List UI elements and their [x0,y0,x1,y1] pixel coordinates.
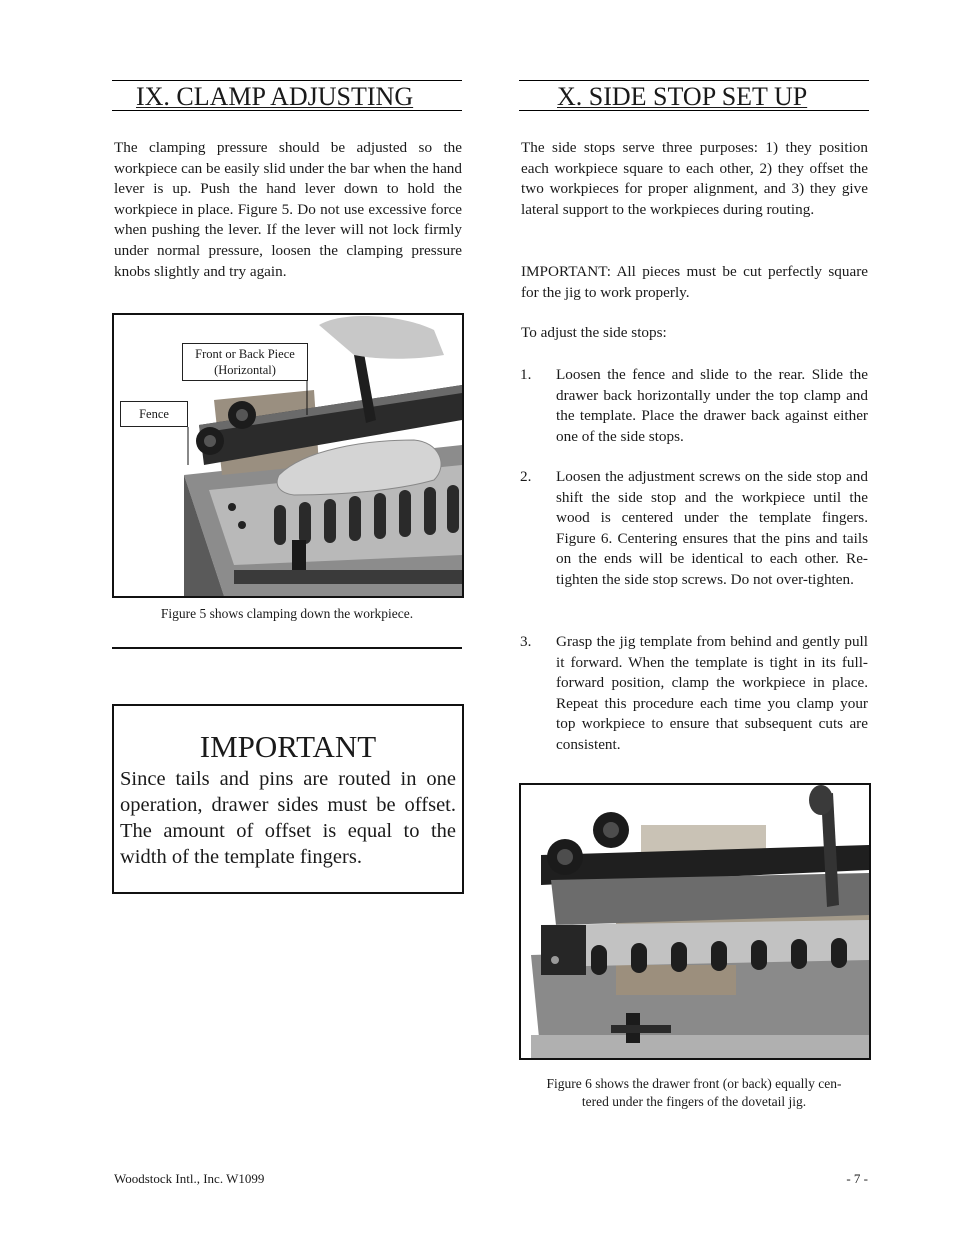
callout-front-back-piece-line2: (Horizontal) [214,363,276,377]
callout-front-back-piece [182,343,308,381]
clamp-adjusting-paragraph: The clamping pressure should be adjusted so the workpiece can be easily slid under the bar when the hand lever is up. Push the hand lever down to hold the workpiece in place. Figure 5. Do not use excessive force when pushing the lever. If the lever will not lock firmly under normal pressure, loosen the clamping pressure knobs slightly and try again. [114,139,462,280]
figure-6-caption [519,1075,869,1111]
step-1-number: 1. [520,366,532,383]
side-stop-intro-paragraph: The side stops serve three purposes: 1) they position each workpiece square to each other, 2) they offset the two workpieces for proper alignment, and 3) they give lateral support to the workpieces during routing. [521,139,868,218]
clamp-adjusting-heading-text: IX. CLAMP ADJUSTING [136,82,414,111]
footer-company: Woodstock Intl., Inc. W1099 [114,1171,265,1186]
figure-6-caption-line2: tered under the fingers of the dovetail jig. [581,1094,807,1109]
step-2-text: Loosen the adjustment screws on the side stop and shift the side stop and the workpiece until the wood is centered under the template fingers. Figure 6. Centering ensures that the pins and tails on the ends will be identical to each other. Re-tighten the side stop screws. Do not over-tighten. [556,468,868,588]
footer-page-number: - 7 - [846,1171,868,1186]
figure-5-photo [112,313,464,598]
step-1 [520,365,868,449]
adjust-side-stops-intro: To adjust the side stops: [521,324,667,341]
important-notice-title: IMPORTANT [199,729,377,764]
step-2-number: 2. [520,468,532,485]
step-2 [520,467,868,613]
figure-6-photo [519,783,871,1060]
section-divider [112,647,462,649]
clamp-adjusting-heading [112,80,462,111]
step-3 [520,632,868,756]
callout-fence [120,401,188,427]
side-stop-setup-heading-text: X. SIDE STOP SET UP [557,82,808,111]
important-notice-body: Since tails and pins are routed in one operation, drawer sides must be offset. The amount of offset is equal to the width of the template fingers. [120,768,456,868]
step-1-text: Loosen the fence and slide to the rear. Slide the drawer back horizontally under the top clamp and the template. Place the drawer back against either one of the side stops. [556,366,868,445]
important-notice-box [112,704,464,894]
callout-front-back-piece-line1: Front or Back Piece [195,347,295,361]
side-stop-setup-heading [519,80,869,111]
side-stop-important-note: IMPORTANT: All pieces must be cut perfectly square for the jig to work properly. [521,263,868,301]
figure-5-caption: Figure 5 shows clamping down the workpiece. [160,606,414,621]
step-3-number: 3. [520,633,532,650]
step-3-text: Grasp the jig template from behind and gently pull it forward. When the template is tight in its full-forward position, clamp the workpiece in place. Repeat this procedure each time you clamp your top workpiece to ensure that subsequent cuts are consistent. [556,633,868,753]
figure-6-caption-line1: Figure 6 shows the drawer front (or back) equally cen- [546,1076,842,1091]
figure-6-illustration [521,785,869,1058]
callout-fence-label: Fence [139,407,169,421]
